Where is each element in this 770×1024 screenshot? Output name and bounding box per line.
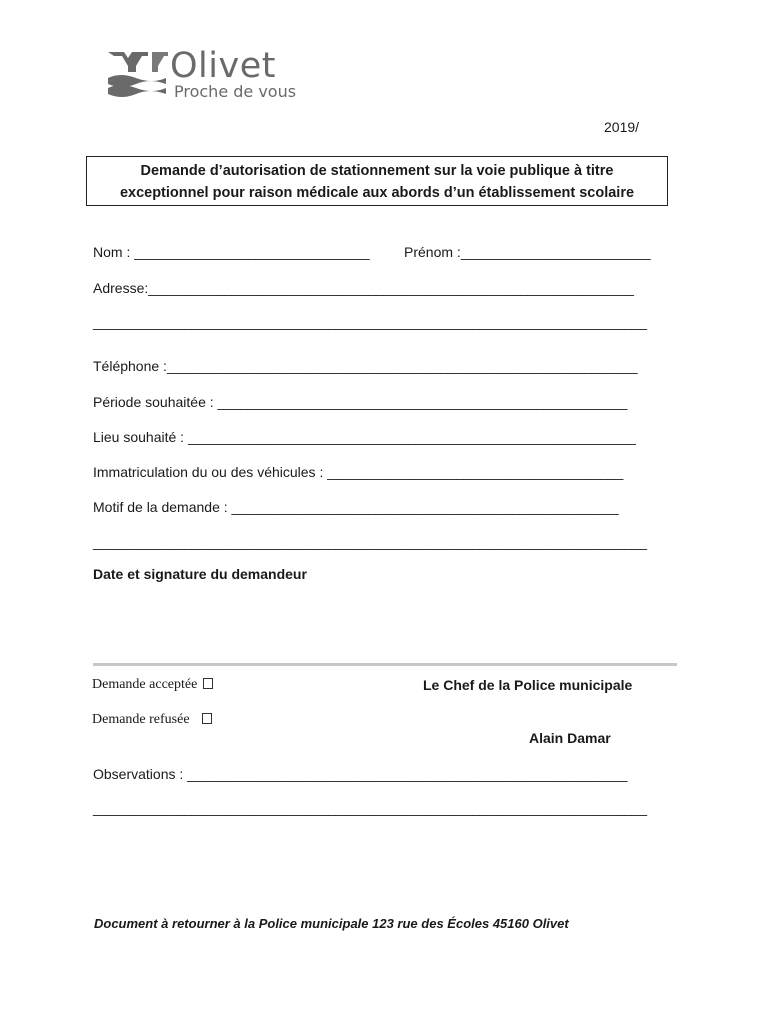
footer-note: Document à retourner à la Police municipale 123 rue des Écoles 45160 Olivet (94, 916, 569, 931)
nom-field[interactable] (93, 243, 369, 261)
immatriculation-line: _______________________________________ (327, 464, 624, 480)
immatriculation-field[interactable] (93, 463, 623, 481)
nom-line: _______________________________ (134, 244, 370, 260)
logo-tagline: Proche de vous (174, 82, 297, 101)
adresse-label: Adresse: (93, 280, 149, 296)
periode-label: Période souhaitée : (93, 394, 214, 410)
observations-line: __________________________________________________________ (187, 766, 628, 782)
motif-label: Motif de la demande : (93, 499, 228, 515)
chief-title: Le Chef de la Police municipale (423, 677, 633, 693)
accepted-checkbox[interactable] (203, 678, 213, 689)
lieu-label: Lieu souhaité : (93, 429, 185, 445)
accepted-row (92, 677, 213, 693)
lieu-line: ___________________________________________________________ (187, 429, 636, 445)
signature-label: Date et signature du demandeur (93, 566, 307, 582)
accepted-label: Demande acceptée (92, 677, 198, 692)
motif-field[interactable] (93, 498, 618, 516)
telephone-line: ______________________________________________________________ (166, 358, 638, 374)
motif-line-2[interactable]: _________________________________________________________________________ (93, 534, 647, 550)
observations-line-2[interactable]: _________________________________________________________________________ (93, 800, 647, 816)
prenom-field[interactable] (404, 243, 650, 261)
refused-checkbox[interactable] (202, 713, 212, 724)
periode-field[interactable] (93, 393, 627, 411)
logo-name: Olivet (170, 46, 276, 86)
telephone-field[interactable] (93, 357, 637, 375)
prenom-label: Prénom : (404, 244, 461, 260)
adresse-line: ________________________________________________________________ (148, 280, 634, 296)
title-line-2: exceptionnel pour raison médicale aux abords d’un établissement scolaire (119, 185, 635, 201)
separator (93, 663, 677, 666)
observations-label: Observations : (93, 766, 184, 782)
immatriculation-label: Immatriculation du ou des véhicules : (93, 464, 324, 480)
adresse-field[interactable] (93, 279, 634, 297)
observations-field[interactable] (93, 765, 627, 783)
title-line-1: Demande d’autorisation de stationnement sur la voie publique à titre (140, 163, 614, 179)
lieu-field[interactable] (93, 428, 636, 446)
motif-line: ___________________________________________________ (231, 499, 619, 515)
adresse-line-2[interactable]: _________________________________________________________________________ (93, 314, 647, 330)
refused-label: Demande refusée (92, 712, 190, 727)
telephone-label: Téléphone : (93, 358, 167, 374)
refused-row (92, 712, 212, 728)
periode-line: ______________________________________________________ (217, 394, 628, 410)
prenom-line: _________________________ (460, 244, 651, 260)
chief-name: Alain Damar (529, 730, 611, 746)
nom-label: Nom : (93, 244, 131, 260)
form-title (86, 156, 668, 206)
year: 2019/ (604, 119, 640, 135)
